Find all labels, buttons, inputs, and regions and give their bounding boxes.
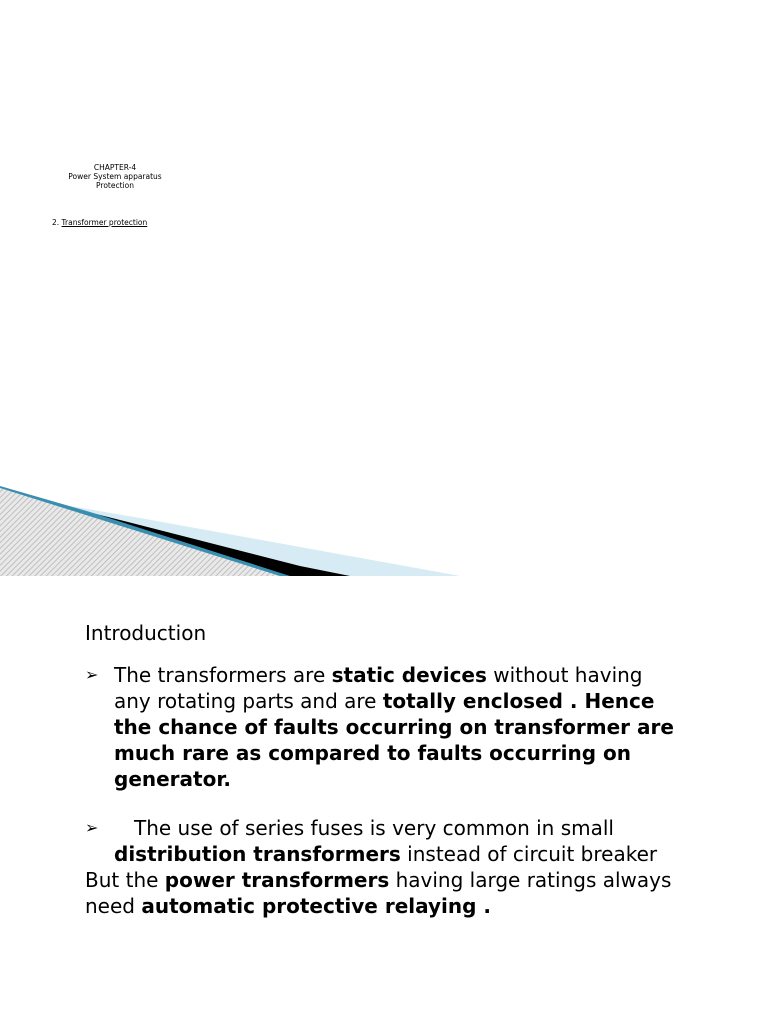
section-heading [52,218,147,227]
introduction-heading: Introduction [85,621,207,645]
bold-run: distribution transformers [114,842,401,866]
text-run: need [85,894,142,918]
section-number: 2. [52,218,62,227]
section-title: Transformer protection [61,218,148,227]
text-run: having large ratings always [389,868,672,892]
chapter-subject: Power System apparatus [68,172,162,181]
continuation-line-1 [85,867,671,893]
bold-run: totally enclosed . Hence the chance of faults occurring on transformer are much rare as compared to faults occurring on generator. [114,689,674,791]
bullet-text [85,815,725,867]
bold-run: static devices [331,663,487,687]
text-run: The use of series fuses is very common in small [134,816,614,840]
chapter-heading [60,163,170,190]
text-run: But the [85,868,165,892]
text-run: instead of circuit breaker [400,842,658,866]
bold-run: power transformers [164,868,390,892]
continuation-line-2 [85,893,491,919]
arrow-bullet-icon: ➢ [85,665,99,684]
bullet-static-devices [85,662,685,792]
bullet-series-fuses [85,815,725,867]
text-run: The transformers are [114,663,332,687]
arrow-bullet-icon: ➢ [85,818,99,837]
chapter-topic: Protection [96,181,134,190]
bullet-text [85,662,685,792]
text-run: without having any rotating parts and are [114,663,643,713]
bold-run: automatic protective relaying . [141,894,492,918]
chapter-number: CHAPTER-4 [93,163,137,172]
decorative-swoosh [0,480,460,576]
